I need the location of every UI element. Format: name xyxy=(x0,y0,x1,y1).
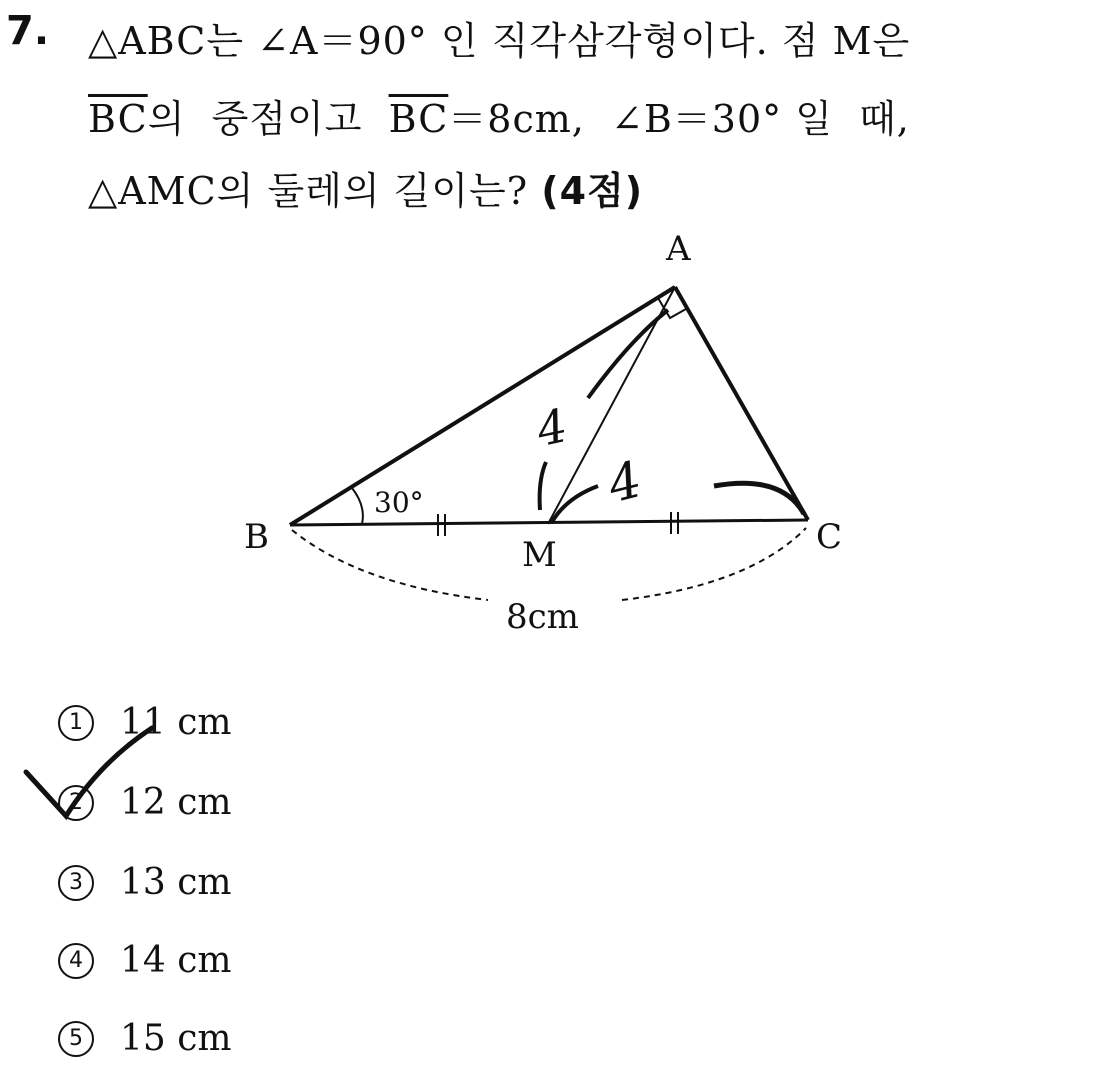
choice-number-4: 4 xyxy=(58,943,94,979)
question-text-1b: ∠A＝90° xyxy=(257,19,428,63)
question-points: (4점) xyxy=(541,169,644,213)
choice-text-2: 12 cm xyxy=(120,782,232,823)
choice-text-4: 14 cm xyxy=(120,940,232,981)
choice-text-1: 11 cm xyxy=(120,702,232,743)
choice-3[interactable] xyxy=(58,862,232,903)
label-m: M xyxy=(522,535,557,575)
question-text-1c: 인 직각삼각형이다. 점 M은 xyxy=(427,19,911,63)
choice-number-3: 3 xyxy=(58,865,94,901)
dimension-arc-left xyxy=(292,530,488,600)
question-text-3: △AMC의 둘레의 길이는? xyxy=(88,169,542,213)
question-text-2d: ＝8cm, ∠B＝30° 일 때, xyxy=(448,97,910,141)
segment-bc-1: $\overline{BC}$ xyxy=(88,97,148,141)
label-b: B xyxy=(244,517,269,557)
handwritten-label-am: 4 xyxy=(532,398,572,458)
choice-5[interactable] xyxy=(58,1018,232,1059)
choice-number-1: 1 xyxy=(58,705,94,741)
label-c: C xyxy=(816,517,843,557)
choice-number-2: 2 xyxy=(58,785,94,821)
angle-b-arc xyxy=(352,488,363,524)
choice-1[interactable] xyxy=(58,702,232,743)
question-text-1a: △ABC는 xyxy=(88,19,258,63)
handwritten-stroke-m xyxy=(540,462,546,510)
question-number: 7. xyxy=(6,8,50,54)
choice-text-5: 15 cm xyxy=(120,1018,232,1059)
choice-number-5: 5 xyxy=(58,1021,94,1057)
dimension-arc-right xyxy=(622,528,806,600)
label-length-bc: 8cm xyxy=(506,597,579,637)
question-text-2b: 의 중점이고 xyxy=(147,97,389,141)
handwritten-label-mc: 4 xyxy=(602,450,648,515)
label-a: A xyxy=(666,229,691,269)
choice-2[interactable] xyxy=(58,782,232,823)
segment-bc-2: $\overline{BC}$ xyxy=(388,97,449,141)
choice-4[interactable] xyxy=(58,940,232,981)
label-angle-b: 30° xyxy=(374,486,424,519)
choice-text-3: 13 cm xyxy=(120,862,232,903)
